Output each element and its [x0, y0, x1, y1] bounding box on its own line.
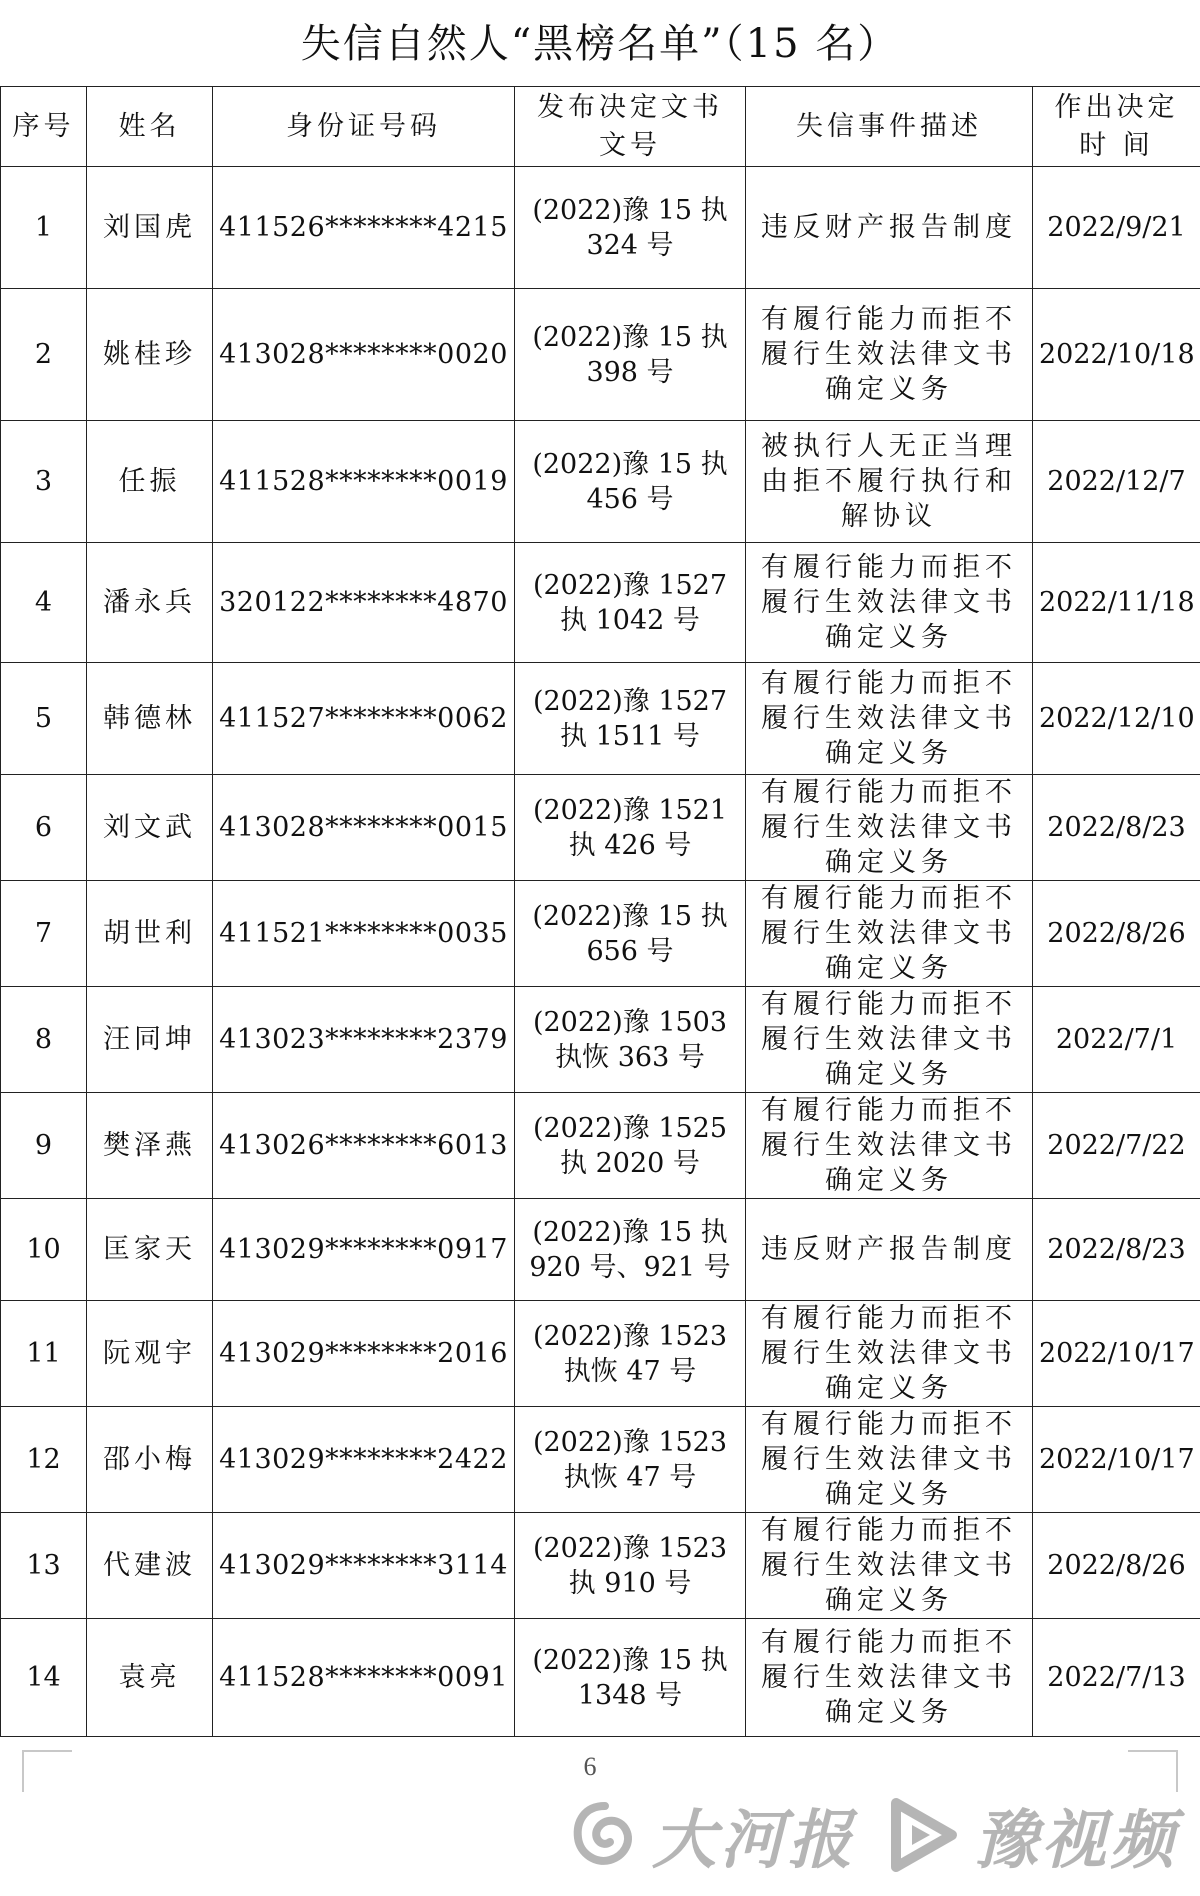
cell-id-number: 320122********4870	[213, 543, 515, 663]
cell-document-number	[515, 881, 746, 987]
description-line: 确定义务	[825, 1479, 953, 1510]
cell-description	[746, 167, 1033, 289]
cell-decision-date: 2022/12/10	[1033, 663, 1200, 775]
watermark	[570, 1790, 1178, 1880]
header-date-line-2: 时 间	[1079, 129, 1154, 161]
description-line: 履行生效法律文书	[761, 587, 1017, 618]
description-line: 履行生效法律文书	[761, 703, 1017, 734]
description-line: 履行生效法律文书	[761, 1338, 1017, 1369]
cell-seq: 4	[1, 543, 87, 663]
description-line: 履行生效法律文书	[761, 1444, 1017, 1475]
cell-id-number: 413029********2016	[213, 1301, 515, 1407]
header-seq: 序号	[1, 87, 87, 167]
cell-decision-date: 2022/10/17	[1033, 1407, 1200, 1513]
document-number-line: (2022)豫 1523	[532, 1320, 728, 1352]
description-line: 确定义务	[825, 953, 953, 984]
cell-document-number	[515, 167, 746, 289]
table-row	[1, 1619, 1200, 1737]
cell-decision-date: 2022/12/7	[1033, 421, 1200, 543]
cell-seq: 9	[1, 1093, 87, 1199]
document-number-line: (2022)豫 15 执	[532, 1644, 728, 1676]
cell-seq: 3	[1, 421, 87, 543]
description-line: 被执行人无正当理	[761, 431, 1017, 462]
play-triangle-icon	[882, 1795, 962, 1875]
cell-decision-date: 2022/8/26	[1033, 1513, 1200, 1619]
description-line: 确定义务	[825, 1697, 953, 1728]
cell-document-number	[515, 1093, 746, 1199]
document-number-line: (2022)豫 1503	[532, 1006, 728, 1038]
description-line: 有履行能力而拒不	[761, 989, 1017, 1020]
cell-id-number: 413029********0917	[213, 1199, 515, 1301]
cell-seq: 1	[1, 167, 87, 289]
cell-description	[746, 1301, 1033, 1407]
cell-document-number	[515, 775, 746, 881]
cell-name: 袁亮	[87, 1619, 213, 1737]
document-number-line: (2022)豫 15 执	[532, 1216, 728, 1248]
cell-document-number	[515, 1619, 746, 1737]
document-number-line: 执 426 号	[568, 829, 692, 861]
description-line: 有履行能力而拒不	[761, 668, 1017, 699]
document-number-line: (2022)豫 1527	[532, 685, 728, 717]
document-number-line: (2022)豫 15 执	[532, 321, 728, 353]
cell-name: 阮观宇	[87, 1301, 213, 1407]
description-line: 由拒不履行执行和	[761, 466, 1017, 497]
cell-seq: 6	[1, 775, 87, 881]
cell-seq: 11	[1, 1301, 87, 1407]
description-line: 有履行能力而拒不	[761, 777, 1017, 808]
description-line: 确定义务	[825, 1373, 953, 1404]
document-number-line: 398 号	[586, 356, 674, 388]
description-line: 有履行能力而拒不	[761, 1515, 1017, 1546]
document-number-line: 执恢 47 号	[563, 1461, 697, 1493]
table-row	[1, 1301, 1200, 1407]
document-number-line: (2022)豫 15 执	[532, 194, 728, 226]
table-row	[1, 1199, 1200, 1301]
description-line: 确定义务	[825, 1165, 953, 1196]
cell-seq: 7	[1, 881, 87, 987]
cell-seq: 13	[1, 1513, 87, 1619]
description-line: 履行生效法律文书	[761, 812, 1017, 843]
cell-description	[746, 1513, 1033, 1619]
cell-decision-date: 2022/8/26	[1033, 881, 1200, 987]
cell-name: 潘永兵	[87, 543, 213, 663]
description-line: 违反财产报告制度	[761, 212, 1017, 243]
document-number-line: (2022)豫 15 执	[532, 448, 728, 480]
header-desc: 失信事件描述	[746, 87, 1033, 167]
cell-seq: 8	[1, 987, 87, 1093]
page-title: 失信自然人“黑榜名单”（15 名）	[300, 21, 900, 67]
cell-description	[746, 987, 1033, 1093]
cell-description	[746, 1619, 1033, 1737]
cell-id-number: 413028********0015	[213, 775, 515, 881]
cell-decision-date: 2022/8/23	[1033, 775, 1200, 881]
description-line: 履行生效法律文书	[761, 1130, 1017, 1161]
description-line: 确定义务	[825, 622, 953, 653]
cell-id-number: 411527********0062	[213, 663, 515, 775]
table-row	[1, 1093, 1200, 1199]
table-row	[1, 289, 1200, 421]
cell-document-number	[515, 987, 746, 1093]
cell-decision-date: 2022/7/13	[1033, 1619, 1200, 1737]
table-body	[1, 167, 1200, 1737]
document-number-line: 执恢 363 号	[555, 1041, 705, 1073]
daheb-swirl-icon	[570, 1800, 640, 1870]
document-number-line: (2022)豫 1521	[532, 794, 728, 826]
document-number-line: 执 1511 号	[560, 720, 700, 752]
cell-name: 樊泽燕	[87, 1093, 213, 1199]
cell-id-number: 411521********0035	[213, 881, 515, 987]
table-row	[1, 881, 1200, 987]
description-line: 确定义务	[825, 1585, 953, 1616]
description-line: 确定义务	[825, 847, 953, 878]
description-line: 有履行能力而拒不	[761, 1627, 1017, 1658]
cell-description	[746, 1407, 1033, 1513]
cell-seq: 2	[1, 289, 87, 421]
cell-name: 韩德林	[87, 663, 213, 775]
table-row	[1, 987, 1200, 1093]
cell-name: 匡家天	[87, 1199, 213, 1301]
cell-document-number	[515, 421, 746, 543]
header-name: 姓名	[87, 87, 213, 167]
watermark-brand-1: 大河报	[652, 1804, 856, 1878]
cell-document-number	[515, 1407, 746, 1513]
header-doc	[515, 87, 746, 167]
document-number-line: 456 号	[586, 483, 674, 515]
table-row	[1, 167, 1200, 289]
watermark-brand-2: 豫视频	[974, 1804, 1178, 1878]
document-number-line: (2022)豫 1523	[532, 1426, 728, 1458]
document-number-line: (2022)豫 1527	[532, 569, 728, 601]
cell-name: 姚桂珍	[87, 289, 213, 421]
table-row	[1, 1513, 1200, 1619]
description-line: 确定义务	[825, 738, 953, 769]
cell-description	[746, 663, 1033, 775]
cell-name: 刘国虎	[87, 167, 213, 289]
cell-document-number	[515, 1301, 746, 1407]
cell-decision-date: 2022/7/22	[1033, 1093, 1200, 1199]
page-corner-mark-right	[1128, 1750, 1178, 1792]
blacklist-table	[0, 86, 1200, 1737]
header-date-line-1: 作出决定	[1054, 91, 1179, 123]
document-number-line: 执 1042 号	[560, 604, 700, 636]
table-row	[1, 543, 1200, 663]
document-number-line: (2022)豫 15 执	[532, 900, 728, 932]
document-number-line: (2022)豫 1525	[532, 1112, 728, 1144]
cell-id-number: 413029********3114	[213, 1513, 515, 1619]
cell-description	[746, 881, 1033, 987]
cell-decision-date: 2022/11/18	[1033, 543, 1200, 663]
cell-seq: 10	[1, 1199, 87, 1301]
header-doc-line-1: 发布决定文书	[537, 91, 723, 123]
document-number-line: 执 2020 号	[560, 1147, 700, 1179]
cell-id-number: 411528********0019	[213, 421, 515, 543]
document-number-line: 656 号	[586, 935, 674, 967]
cell-name: 胡世利	[87, 881, 213, 987]
description-line: 有履行能力而拒不	[761, 883, 1017, 914]
cell-name: 任振	[87, 421, 213, 543]
description-line: 履行生效法律文书	[761, 1662, 1017, 1693]
description-line: 有履行能力而拒不	[761, 1409, 1017, 1440]
cell-document-number	[515, 289, 746, 421]
description-line: 履行生效法律文书	[761, 1024, 1017, 1055]
cell-decision-date: 2022/7/1	[1033, 987, 1200, 1093]
cell-description	[746, 1093, 1033, 1199]
document-number-line: 执 910 号	[568, 1567, 692, 1599]
cell-document-number	[515, 543, 746, 663]
cell-description	[746, 775, 1033, 881]
cell-decision-date: 2022/10/17	[1033, 1301, 1200, 1407]
document-number-line: 1348 号	[577, 1679, 683, 1711]
cell-seq: 12	[1, 1407, 87, 1513]
description-line: 履行生效法律文书	[761, 339, 1017, 370]
cell-id-number: 411528********0091	[213, 1619, 515, 1737]
description-line: 违反财产报告制度	[761, 1234, 1017, 1265]
cell-description	[746, 289, 1033, 421]
cell-description	[746, 543, 1033, 663]
cell-decision-date: 2022/9/21	[1033, 167, 1200, 289]
page-number: 6	[583, 1752, 597, 1781]
description-line: 履行生效法律文书	[761, 918, 1017, 949]
description-line: 履行生效法律文书	[761, 1550, 1017, 1581]
table-row	[1, 1407, 1200, 1513]
cell-document-number	[515, 1513, 746, 1619]
cell-document-number	[515, 1199, 746, 1301]
table-header-row	[1, 87, 1200, 167]
header-date	[1033, 87, 1200, 167]
cell-seq: 14	[1, 1619, 87, 1737]
cell-id-number: 413026********6013	[213, 1093, 515, 1199]
header-id: 身份证号码	[213, 87, 515, 167]
description-line: 有履行能力而拒不	[761, 304, 1017, 335]
description-line: 有履行能力而拒不	[761, 1303, 1017, 1334]
cell-id-number: 413029********2422	[213, 1407, 515, 1513]
page-corner-mark-left	[22, 1750, 72, 1792]
table-row	[1, 663, 1200, 775]
description-line: 确定义务	[825, 374, 953, 405]
table-row	[1, 421, 1200, 543]
document-number-line: (2022)豫 1523	[532, 1532, 728, 1564]
description-line: 确定义务	[825, 1059, 953, 1090]
cell-description	[746, 1199, 1033, 1301]
cell-document-number	[515, 663, 746, 775]
document-number-line: 324 号	[586, 229, 674, 261]
cell-description	[746, 421, 1033, 543]
document-number-line: 920 号、921 号	[529, 1251, 731, 1283]
cell-decision-date: 2022/8/23	[1033, 1199, 1200, 1301]
header-doc-line-2: 文号	[599, 129, 661, 161]
cell-name: 汪同坤	[87, 987, 213, 1093]
description-line: 有履行能力而拒不	[761, 1095, 1017, 1126]
cell-name: 邵小梅	[87, 1407, 213, 1513]
description-line: 解协议	[841, 501, 937, 532]
document-number-line: 执恢 47 号	[563, 1355, 697, 1387]
cell-id-number: 411526********4215	[213, 167, 515, 289]
cell-decision-date: 2022/10/18	[1033, 289, 1200, 421]
cell-name: 代建波	[87, 1513, 213, 1619]
description-line: 有履行能力而拒不	[761, 552, 1017, 583]
cell-seq: 5	[1, 663, 87, 775]
cell-id-number: 413023********2379	[213, 987, 515, 1093]
cell-name: 刘文武	[87, 775, 213, 881]
table-row	[1, 775, 1200, 881]
cell-id-number: 413028********0020	[213, 289, 515, 421]
